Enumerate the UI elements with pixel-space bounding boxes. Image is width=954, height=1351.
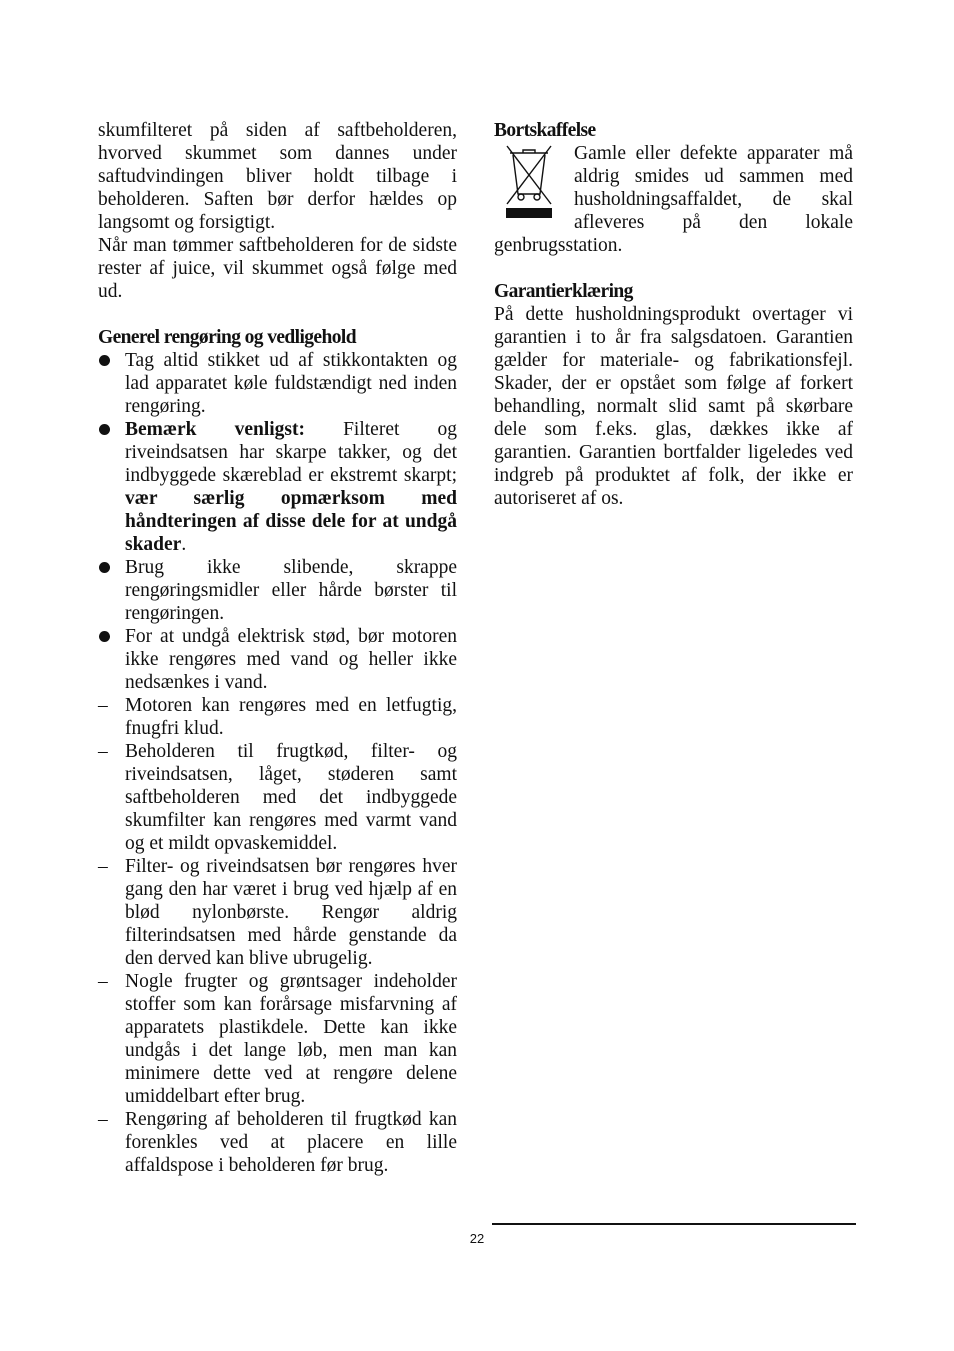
cleaning-list [98,349,457,1177]
list-item-text: Rengøring af beholderen til frugtkød kan forenkles ved at placere en lille affaldspose i beholderen før brug. [125,1109,457,1176]
intro-paragraph: skumfilteret på siden af saftbeholderen, hvorved skummet som dannes under saftudvindingen bliver holdt tilbage i beholderen. Saften bør derfor hældes op langsomt og forsigtigt. [98,120,457,233]
list-item [98,349,457,418]
list-item-text: Motoren kan rengøres med en letfugtig, fnugfri klud. [125,695,457,739]
list-item [98,970,457,1108]
list-item [98,556,457,625]
crossed-out-wheelie-bin-icon [498,142,560,222]
list-item-text: For at undgå elektrisk stød, bør motoren ikke rengøres med vand og heller ikke nedsænkes i vand. [125,626,457,693]
warranty-text: På dette husholdningsprodukt overtager vi garantien i to år fra salgsdatoen. Garantien gælder for materiale- og fabrikationsfejl. Skader, der er opstået som følge af forkert behandling, normalt slid samt på skørbare dele som f.eks. glas, dækkes ikke af garantien. Garantien bortfalder ligeledes ved indgreb på produktet af folk, der ikke er autoriseret af os. [494,304,853,509]
disposal-text: Gamle eller defekte apparater må aldrig smides ud sammen med husholdningsaffaldet, de skal afleveres på den lokale genbrugsstation. [494,143,853,256]
list-item-text: Nogle frugter og grøntsager indeholder stoffer som kan forårsage misfarvning af apparatets plastikdele. Dette kan ikke undgås i det lange løb, men man kan minimere dette ved at rengøre delene umiddelbart efter brug. [125,971,457,1107]
left-column [98,119,457,1177]
intro-paragraph-2: Når man tømmer saftbeholderen for de sidste rester af juice, vil skummet også følge med ud. [98,235,457,302]
section-heading-warranty: Garantierklæring [494,281,633,302]
note-lead: Bemærk venligst: [125,419,305,440]
list-item [98,694,457,740]
list-item-text: Filter- og riveindsatsen bør rengøres hver gang den har været i brug ved hjælp af en blød nylonbørste. Rengør aldrig filterindsatsen med hårde genstande da den derved kan blive ubrugelig. [125,856,457,969]
warning-text: vær særlig opmærksom med håndteringen af disse dele for at undgå skader [125,488,457,555]
list-item-end: . [181,534,187,555]
list-item-text: Brug ikke slibende, skrappe rengøringsmidler eller hårde børster til rengøringen. [125,557,457,624]
section-heading-cleaning: Generel rengøring og vedligehold [98,327,356,348]
list-item [98,740,457,855]
list-item [98,625,457,694]
list-item [98,418,457,556]
list-item [98,1108,457,1177]
list-item-text: Beholderen til frugtkød, filter- og riveindsatsen, låget, støderen samt saftbeholderen med det indbyggede skumfilter kan rengøres med varmt vand og et mildt opvaskemiddel. [125,741,457,854]
list-item-text: Tag altid stikket ud af stikkontakten og lad apparatet køle fuldstændigt ned inden rengøring. [125,350,457,417]
list-item [98,855,457,970]
footer-rule [492,1223,856,1225]
list-item-text: Filteret og riveindsatsen har skarpe takker, og det indbyggede skæreblad er ekstremt skarpt; [125,419,457,486]
right-column [494,119,853,510]
page-number: 22 [469,1231,485,1246]
section-heading-disposal: Bortskaffelse [494,120,596,141]
